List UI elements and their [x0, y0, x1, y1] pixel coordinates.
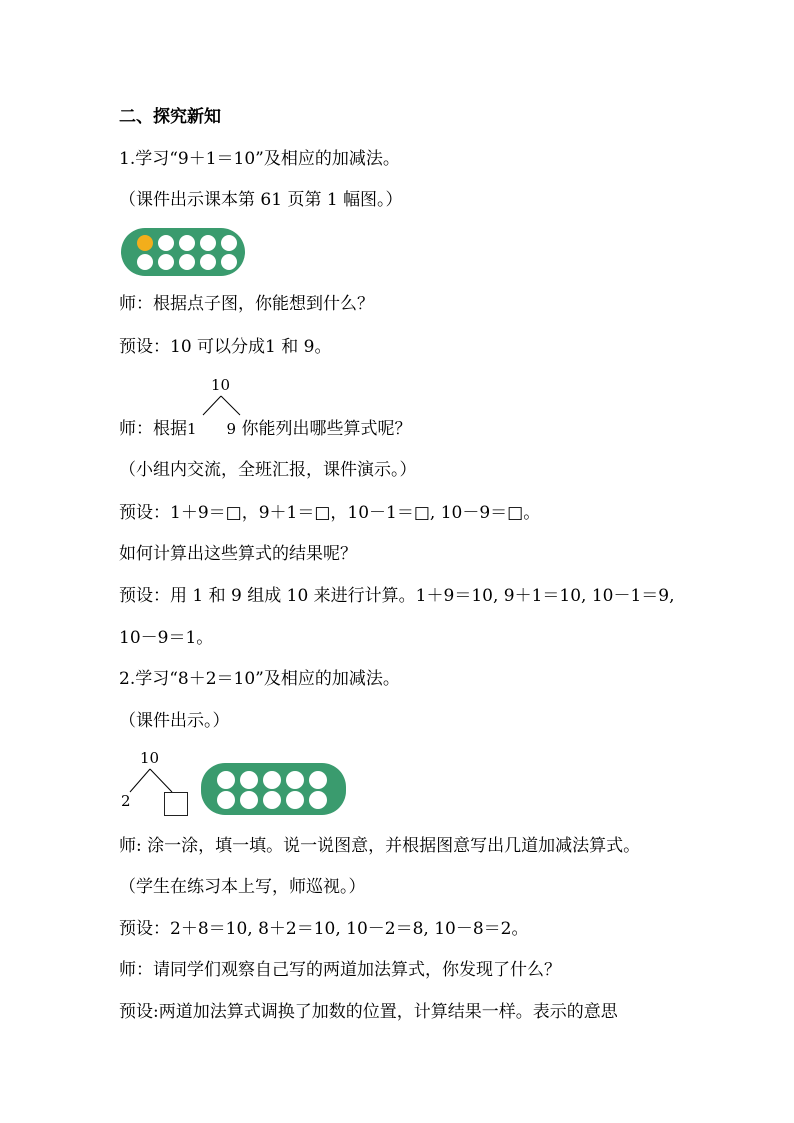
tree2-left: 2: [121, 792, 131, 810]
question-3: 如何计算出这些算式的结果呢？: [119, 544, 357, 564]
dot: [158, 254, 174, 270]
dot-chart-1: [121, 228, 245, 276]
answer-1: 预设：10 可以分成1 和 9。: [119, 337, 332, 357]
tree1-top: 10: [211, 376, 231, 394]
dot: [179, 254, 195, 270]
dot: [286, 771, 304, 789]
note-2: （小组内交流，全班汇报，课件演示。）: [119, 460, 417, 480]
note-4: （学生在练习本上写，师巡视。）: [119, 877, 366, 897]
dot-chart-2: [201, 763, 346, 815]
question-2-suffix: 你能列出哪些算式呢？: [241, 419, 412, 439]
tree2-top: 10: [140, 749, 160, 767]
tree1-right: 9: [226, 420, 237, 438]
dot: [200, 235, 216, 251]
dot: [137, 254, 153, 270]
dot: [158, 235, 174, 251]
tree2-branches: [126, 768, 186, 794]
dot: [221, 235, 237, 251]
dot: [309, 771, 327, 789]
dot: [217, 771, 235, 789]
section-title: 二、探究新知: [119, 107, 221, 127]
dot: [263, 791, 281, 809]
part2-heading: 2.学习“8＋2＝10”及相应的加减法。: [119, 669, 400, 689]
dot: [217, 791, 235, 809]
dot: [179, 235, 195, 251]
answer-2: 预设：1＋9＝□，9＋1＝□，10－1＝□, 10－9＝□。: [119, 503, 541, 523]
answer-4: 预设：2＋8＝10, 8＋2＝10, 10－2＝8, 10－8＝2。: [119, 919, 529, 939]
part2-note: （课件出示。）: [119, 711, 230, 731]
dot: [240, 791, 258, 809]
question-5: 师：请同学们观察自己写的两道加法算式，你发现了什么？: [119, 960, 561, 980]
dot: [286, 791, 304, 809]
dot: [309, 791, 327, 809]
part1-heading: 1.学习“9＋1＝10”及相应的加减法。: [119, 149, 400, 169]
tree1-left: 1: [187, 420, 197, 438]
part1-note: （课件出示课本第 61 页第 1 幅图。）: [119, 190, 403, 210]
question-2-line: [119, 418, 412, 440]
dot-filled: [137, 235, 153, 251]
answer-5: 预设:两道加法算式调换了加数的位置，计算结果一样。表示的意思: [119, 1002, 618, 1022]
dot: [200, 254, 216, 270]
tree2-blank-box: [164, 792, 188, 816]
answer-3-line2: 10－9＝1。: [119, 628, 214, 648]
question-2-prefix: 师：根据: [119, 419, 187, 439]
question-4: 师: 涂一涂，填一填。说一说图意，并根据图意写出几道加减法算式。: [119, 836, 641, 856]
dot: [240, 771, 258, 789]
question-1: 师：根据点子图，你能想到什么？: [119, 294, 374, 314]
tree1-branches: [200, 395, 244, 417]
answer-3-line1: 预设：用 1 和 9 组成 10 来进行计算。1＋9＝10, 9＋1＝10, 10－1＝9,: [119, 586, 675, 606]
dot: [221, 254, 237, 270]
dot: [263, 771, 281, 789]
